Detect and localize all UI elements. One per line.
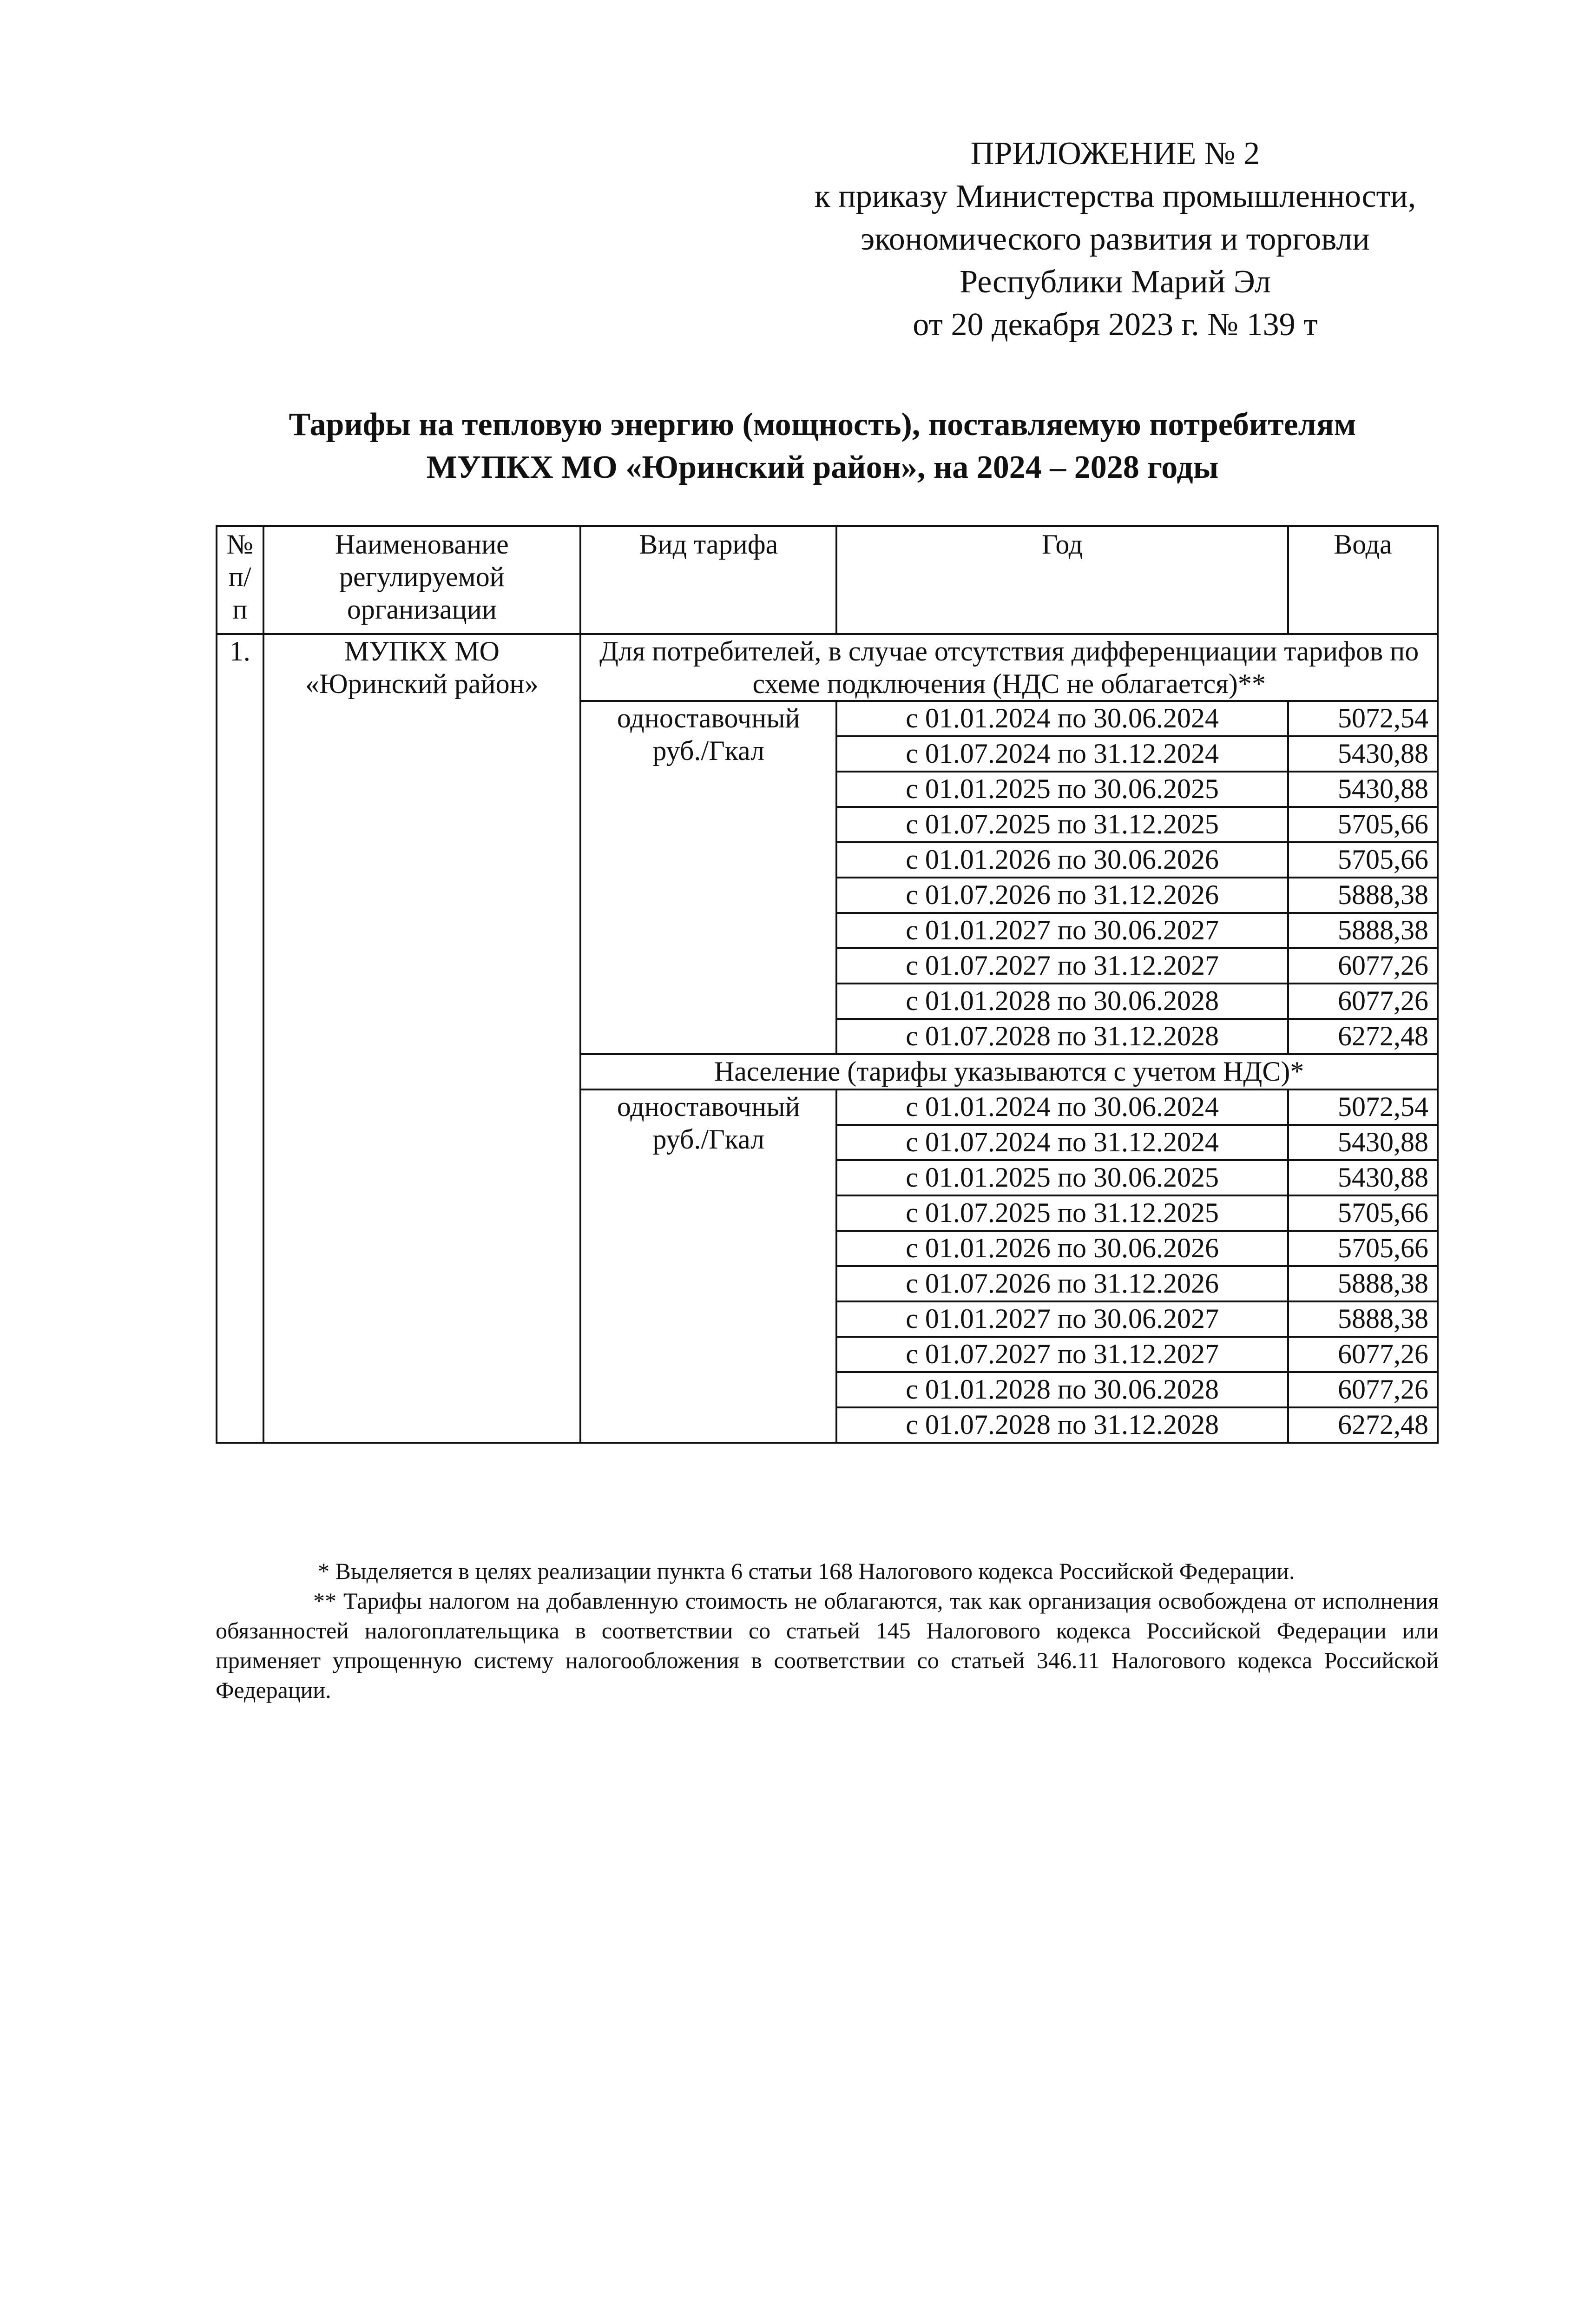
col-header-year: Год — [836, 526, 1288, 634]
appendix-title: ПРИЛОЖЕНИЕ № 2 — [970, 136, 1260, 172]
section2-tariff-type: одноставочный руб./Гкал — [580, 1089, 836, 1443]
value-cell: 6077,26 — [1288, 1337, 1438, 1372]
value-cell: 6077,26 — [1288, 984, 1438, 1019]
tariff-table — [216, 525, 1439, 1444]
order-date-line: от 20 декабря 2023 г. № 139 т — [913, 307, 1318, 343]
section1-title-row — [217, 634, 1438, 701]
period-cell: с 01.01.2027 по 30.06.2027 — [836, 913, 1288, 948]
period-cell: с 01.01.2024 по 30.06.2024 — [836, 701, 1288, 736]
republic-line: Республики Марий Эл — [960, 264, 1271, 300]
ministry-line: экономического развития и торговли — [861, 221, 1370, 257]
footnote-1: * Выделяется в целях реализации пункта 6 статьи 168 Налогового кодекса Российской Федерации. — [318, 1558, 1295, 1584]
value-cell: 5888,38 — [1288, 913, 1438, 948]
value-cell: 5430,88 — [1288, 1160, 1438, 1195]
value-cell: 5705,66 — [1288, 1195, 1438, 1231]
footnotes — [216, 1556, 1439, 1705]
period-cell: с 01.07.2027 по 31.12.2027 — [836, 1337, 1288, 1372]
value-cell: 6272,48 — [1288, 1407, 1438, 1443]
value-cell: 5705,66 — [1288, 842, 1438, 878]
document-title — [186, 403, 1459, 489]
value-cell: 5888,38 — [1288, 1301, 1438, 1337]
appendix-header — [790, 132, 1440, 346]
period-cell: с 01.07.2028 по 31.12.2028 — [836, 1019, 1288, 1054]
title-line-1: Тарифы на тепловую энергию (мощность), поставляемую потребителям — [289, 407, 1356, 442]
period-cell: с 01.01.2025 по 30.06.2025 — [836, 772, 1288, 807]
period-cell: с 01.01.2027 по 30.06.2027 — [836, 1301, 1288, 1337]
period-cell: с 01.01.2028 по 30.06.2028 — [836, 984, 1288, 1019]
period-cell: с 01.01.2025 по 30.06.2025 — [836, 1160, 1288, 1195]
table-header-row — [217, 526, 1438, 634]
value-cell: 5888,38 — [1288, 1266, 1438, 1301]
value-cell: 5888,38 — [1288, 878, 1438, 913]
order-ref-line: к приказу Министерства промышленности, — [814, 178, 1416, 214]
section1-title: Для потребителей, в случае отсутствия дифференциации тарифов по схеме подключения (НДС не облагается)** — [580, 634, 1438, 701]
col-header-num: № п/п — [217, 526, 263, 634]
value-cell: 6077,26 — [1288, 1372, 1438, 1407]
col-header-org: Наименование регулируемой организации — [263, 526, 581, 634]
period-cell: с 01.07.2027 по 31.12.2027 — [836, 948, 1288, 984]
footnote-2: ** Тарифы налогом на добавленную стоимость не облагаются, так как организация освобождена от исполнения обязанностей налогоплательщика в соответствии со статьей 145 Налогового кодекса Российской Федерации или применяет упрощенную систему налогообложения в соответствии со статьей 346.11 Налогового кодекса Российской Федерации. — [216, 1588, 1439, 1703]
period-cell: с 01.07.2025 по 31.12.2025 — [836, 807, 1288, 842]
value-cell: 5705,66 — [1288, 807, 1438, 842]
value-cell: 5430,88 — [1288, 736, 1438, 772]
value-cell: 6272,48 — [1288, 1019, 1438, 1054]
row-number: 1. — [217, 634, 263, 1443]
value-cell: 5705,66 — [1288, 1231, 1438, 1266]
value-cell: 6077,26 — [1288, 948, 1438, 984]
col-header-type: Вид тарифа — [580, 526, 836, 634]
period-cell: с 01.07.2028 по 31.12.2028 — [836, 1407, 1288, 1443]
value-cell: 5430,88 — [1288, 772, 1438, 807]
period-cell: с 01.07.2025 по 31.12.2025 — [836, 1195, 1288, 1231]
section1-tariff-type: одноставочный руб./Гкал — [580, 701, 836, 1054]
period-cell: с 01.01.2028 по 30.06.2028 — [836, 1372, 1288, 1407]
period-cell: с 01.07.2024 по 31.12.2024 — [836, 1125, 1288, 1160]
title-line-2: МУПКХ МО «Юринский район», на 2024 – 2028 годы — [426, 449, 1219, 485]
value-cell: 5072,54 — [1288, 1089, 1438, 1125]
period-cell: с 01.01.2026 по 30.06.2026 — [836, 842, 1288, 878]
period-cell: с 01.01.2026 по 30.06.2026 — [836, 1231, 1288, 1266]
section2-title: Население (тарифы указываются с учетом НДС)* — [580, 1054, 1438, 1089]
period-cell: с 01.07.2024 по 31.12.2024 — [836, 736, 1288, 772]
organization-name: МУПКХ МО «Юринский район» — [263, 634, 581, 1443]
period-cell: с 01.07.2026 по 31.12.2026 — [836, 878, 1288, 913]
period-cell: с 01.01.2024 по 30.06.2024 — [836, 1089, 1288, 1125]
col-header-value: Вода — [1288, 526, 1438, 634]
period-cell: с 01.07.2026 по 31.12.2026 — [836, 1266, 1288, 1301]
value-cell: 5072,54 — [1288, 701, 1438, 736]
value-cell: 5430,88 — [1288, 1125, 1438, 1160]
